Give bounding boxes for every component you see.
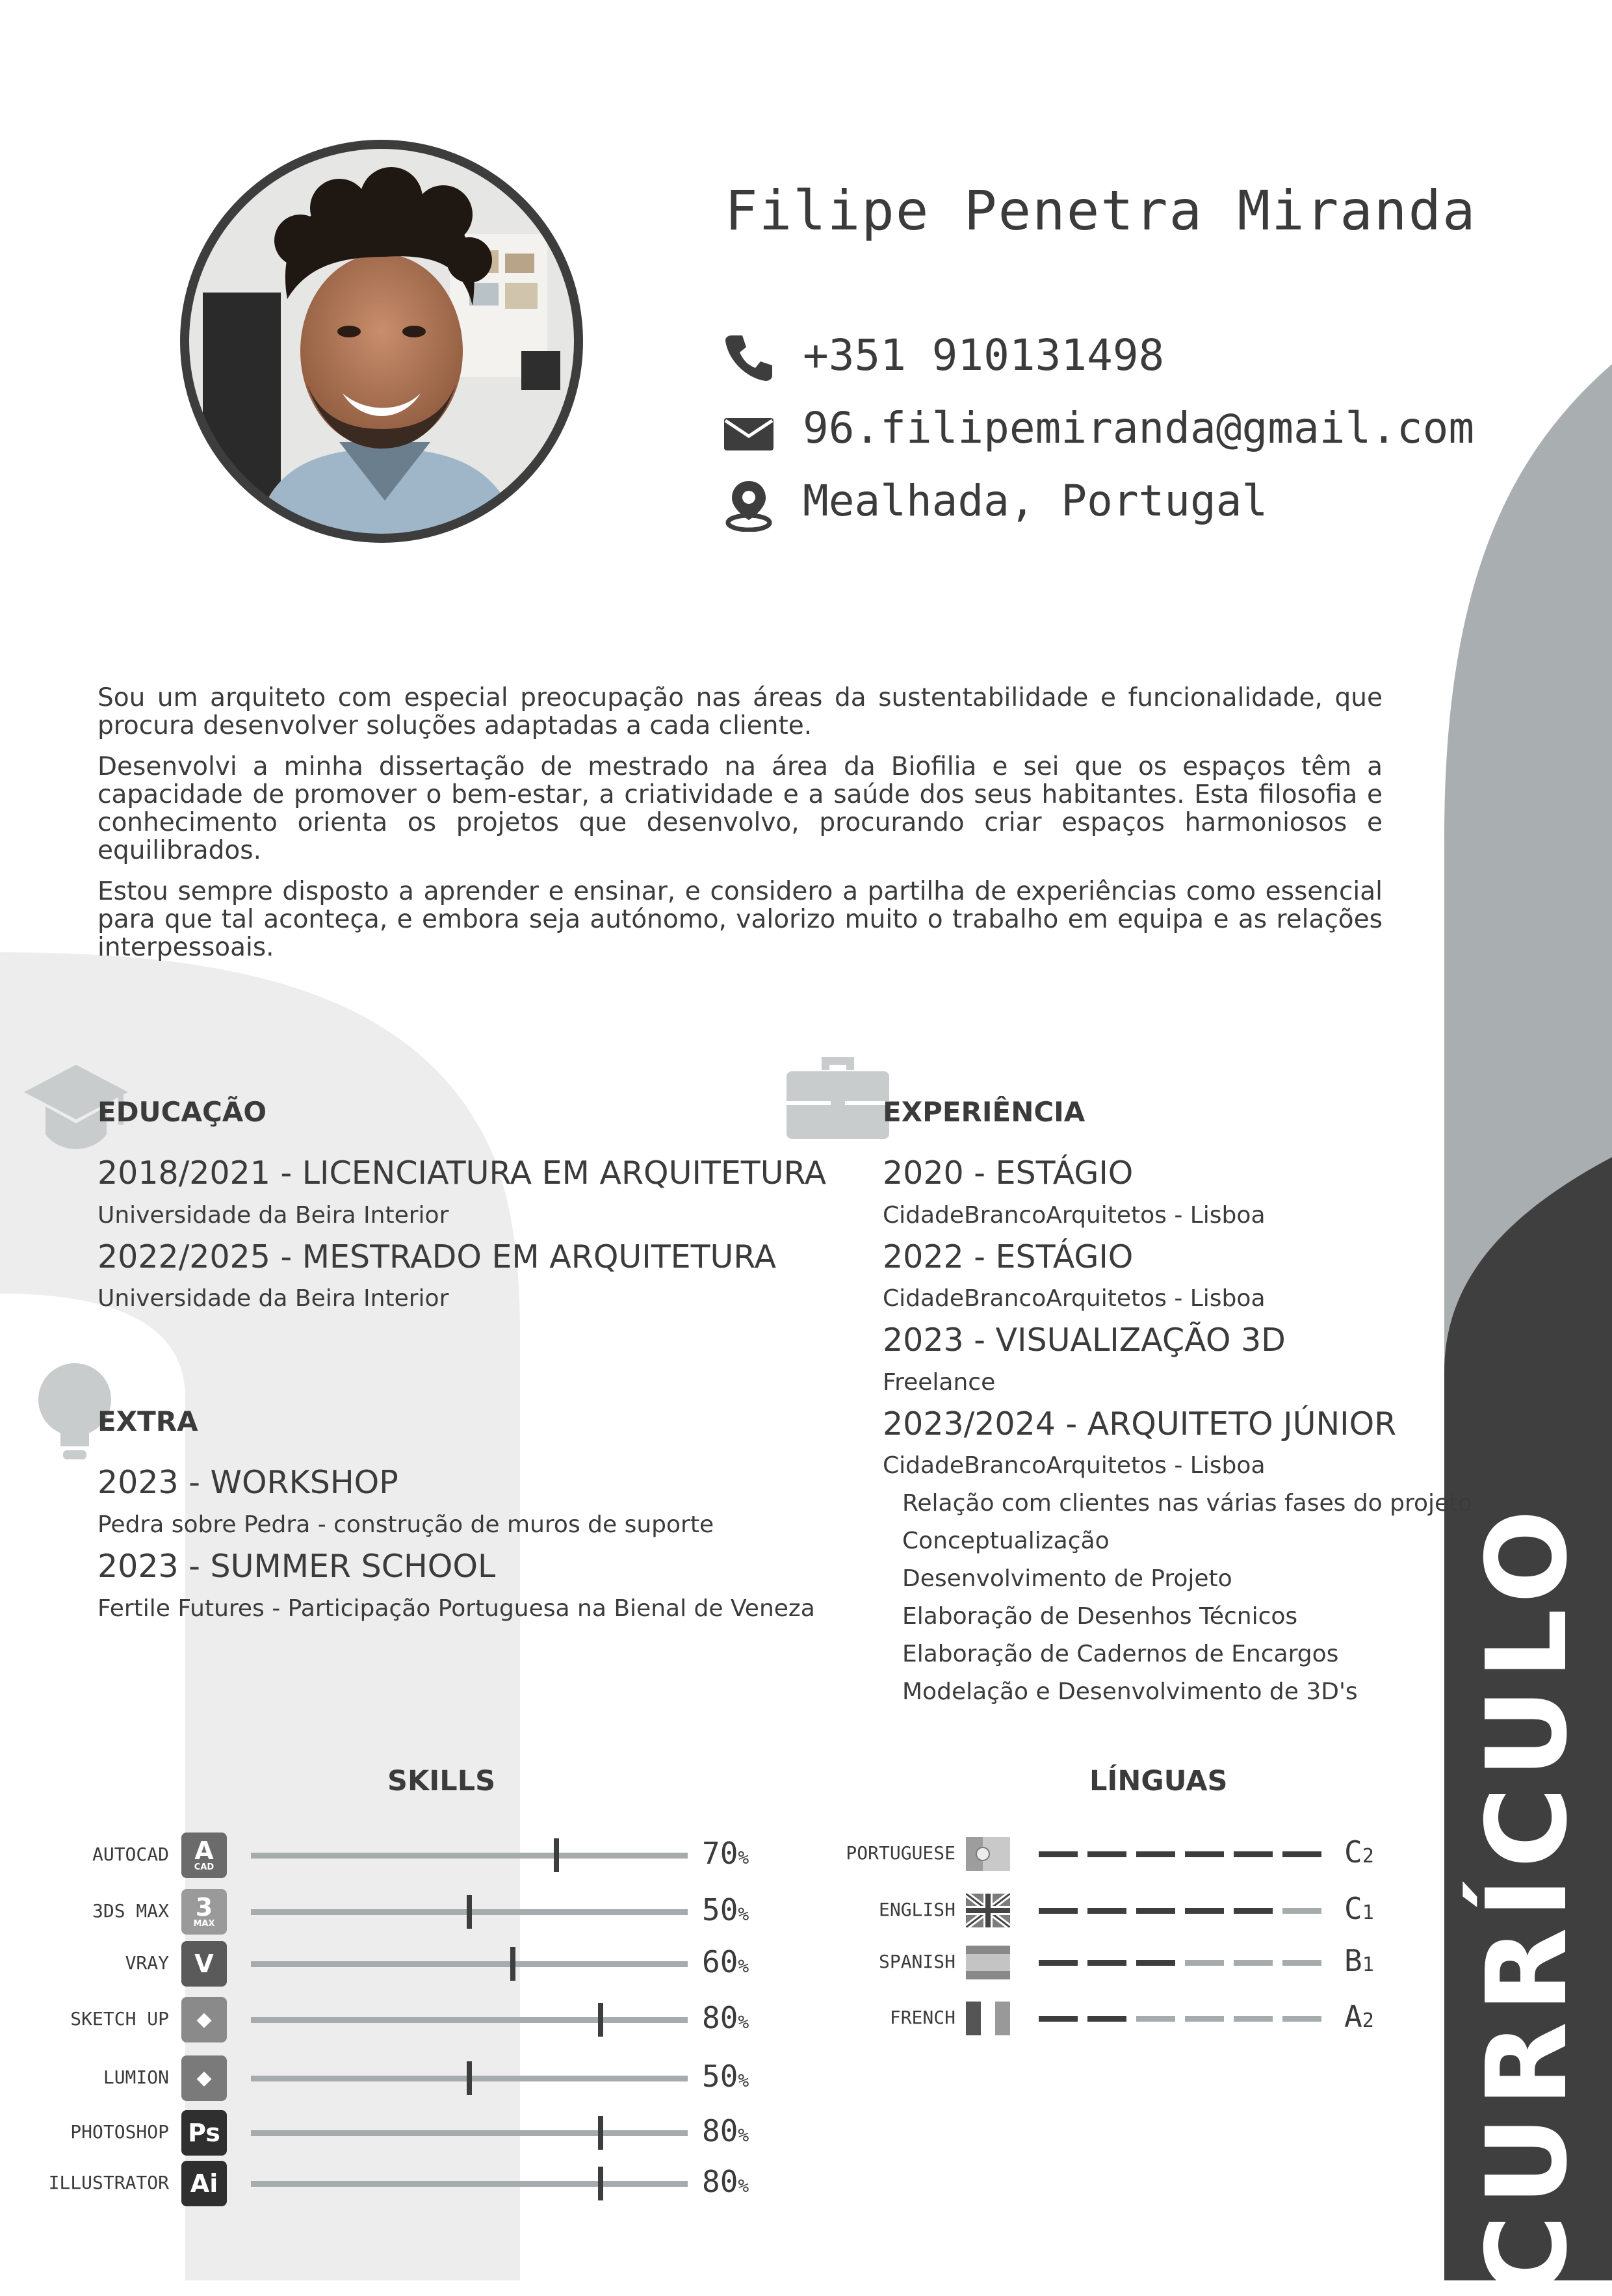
language-label: ENGLISH <box>878 1899 956 1920</box>
skill-icon <box>181 2110 227 2156</box>
percent-sign: % <box>738 2070 749 2091</box>
percent-sign: % <box>738 2011 749 2033</box>
percent-sign: % <box>738 1847 749 1868</box>
language-level-sub: 2 <box>1362 2009 1374 2032</box>
skill-label: 3DS MAX <box>92 1900 169 1922</box>
skill-icon-sub: MAX <box>193 1919 215 1929</box>
skill-marker <box>598 2116 603 2150</box>
flag-icon <box>966 1894 1010 1927</box>
flag-icon <box>966 2002 1010 2035</box>
language-level-dash <box>1185 2016 1224 2022</box>
language-level <box>1344 1999 1374 2034</box>
language-level-dash <box>1185 1851 1224 1857</box>
language-level-dash <box>1039 2016 1078 2022</box>
skill-icon-letter: A <box>194 1836 214 1865</box>
skill-label: VRAY <box>125 1952 169 1974</box>
skill-icon <box>181 1941 227 1987</box>
skill-track <box>251 2017 688 2023</box>
percent-sign: % <box>738 2175 749 2197</box>
skill-marker <box>554 1838 559 1872</box>
experience-task: Elaboração de Cadernos de Encargos <box>902 1641 1339 1667</box>
skill-marker <box>510 1947 515 1981</box>
experience-task: Elaboração de Desenhos Técnicos <box>902 1603 1298 1630</box>
skill-track <box>251 1961 688 1967</box>
language-label: PORTUGUESE <box>846 1842 956 1864</box>
bio-paragraph: Sou um arquiteto com especial preocupação nas áreas da sustentabilidade e funcionalidade, que procura desenvolver soluções adaptadas a cada cliente. <box>98 683 1383 740</box>
flag-icon <box>966 1946 1010 1979</box>
side-title: CURRÍCULO <box>1463 1500 1592 2296</box>
language-level-sub: 1 <box>1362 1953 1374 1976</box>
skills-title: SKILLS <box>387 1765 496 1797</box>
language-level <box>1344 1834 1374 1870</box>
skill-icon <box>181 1997 227 2042</box>
skill-percent-value: 80 <box>702 2113 738 2148</box>
skill-label: LUMION <box>103 2067 169 2088</box>
skill-percent <box>702 1944 749 1979</box>
experience-item-place: CidadeBrancoArquitetos - Lisboa <box>883 1285 1266 1312</box>
language-level-dash <box>1234 1851 1273 1857</box>
language-level <box>1344 1891 1374 1926</box>
language-level-letter: C <box>1344 1891 1362 1926</box>
percent-sign: % <box>738 2124 749 2146</box>
language-level-dash <box>1234 1960 1273 1966</box>
email-address: 96.filipemiranda@gmail.com <box>803 403 1475 453</box>
extra-item-place: Fertile Futures - Participação Portuguesa na Bienal de Veneza <box>98 1595 815 1622</box>
skill-icon <box>181 1889 227 1935</box>
language-level-dash <box>1282 1851 1321 1857</box>
skill-icon-letter: Ai <box>190 2169 218 2198</box>
language-level-dash <box>1039 1908 1078 1914</box>
language-level-sub: 1 <box>1362 1901 1374 1924</box>
skill-percent <box>702 1836 749 1871</box>
skill-track <box>251 1853 688 1859</box>
flag-icon <box>966 1837 1010 1871</box>
education-item-title: 2022/2025 - MESTRADO EM ARQUITETURA <box>98 1238 777 1275</box>
language-level-dash <box>1039 1960 1078 1966</box>
extra-title: EXTRA <box>98 1405 198 1437</box>
languages-title: LÍNGUAS <box>1089 1765 1228 1797</box>
skill-percent <box>702 1892 749 1927</box>
language-level-dash <box>1087 1851 1126 1857</box>
skill-percent <box>702 2000 749 2035</box>
language-level-letter: C <box>1344 1834 1362 1870</box>
language-level-dash <box>1234 1908 1273 1914</box>
education-item-place: Universidade da Beira Interior <box>98 1285 449 1312</box>
skill-icon <box>181 2055 227 2101</box>
extra-item-title: 2023 - WORKSHOP <box>98 1464 398 1501</box>
language-level-dash <box>1282 1960 1321 1966</box>
briefcase-icon <box>785 1054 890 1140</box>
skill-percent-value: 60 <box>702 1944 738 1979</box>
skill-marker <box>467 2061 472 2095</box>
full-name: Filipe Penetra Miranda <box>725 179 1477 242</box>
skill-track <box>251 2181 688 2187</box>
bio <box>98 684 1383 974</box>
skill-label: AUTOCAD <box>92 1844 169 1865</box>
education-title: EDUCAÇÃO <box>98 1096 267 1128</box>
language-level <box>1344 1943 1374 1978</box>
language-level-dash <box>1185 1908 1224 1914</box>
extra-item-title: 2023 - SUMMER SCHOOL <box>98 1548 496 1585</box>
skill-marker <box>598 2003 603 2037</box>
experience-title: EXPERIÊNCIA <box>883 1096 1086 1128</box>
skill-percent <box>702 2164 749 2199</box>
location-pin-icon <box>723 480 775 532</box>
skill-icon-letter: Ps <box>188 2119 220 2147</box>
experience-item-title: 2022 - ESTÁGIO <box>883 1238 1134 1275</box>
language-level-dash <box>1234 2016 1273 2022</box>
language-level-dash <box>1136 2016 1175 2022</box>
language-level-sub: 2 <box>1362 1845 1374 1868</box>
education-item-title: 2018/2021 - LICENCIATURA EM ARQUITETURA <box>98 1155 827 1192</box>
language-level-dash <box>1087 1960 1126 1966</box>
skill-percent-value: 80 <box>702 2000 738 2035</box>
experience-task: Conceptualização <box>902 1528 1110 1554</box>
skill-label: SKETCH UP <box>70 2008 169 2029</box>
phone-number: +351 910131498 <box>803 330 1165 380</box>
language-level-dash <box>1136 1908 1175 1914</box>
language-level-letter: A <box>1344 1999 1362 2034</box>
skill-icon <box>181 1833 227 1878</box>
experience-task: Modelação e Desenvolvimento de 3D's <box>902 1678 1358 1705</box>
experience-item-place: Freelance <box>883 1369 996 1396</box>
experience-item-title: 2023/2024 - ARQUITETO JÚNIOR <box>883 1405 1397 1442</box>
bio-paragraph: Desenvolvi a minha dissertação de mestrado na área da Biofilia e sei que os espaços têm a capacidade de promover o bem-estar, a criatividade e a saúde dos seus habitantes. Esta filosofia e conhecimento orienta os projetos que desenvolvo, procurando criar espaços harmoniosos e equilibrados. <box>98 752 1383 865</box>
language-level-dash <box>1087 1908 1126 1914</box>
extra-item-place: Pedra sobre Pedra - construção de muros de suporte <box>98 1511 714 1538</box>
skill-percent-value: 50 <box>702 1892 738 1927</box>
language-level-dash <box>1136 1960 1175 1966</box>
location: Mealhada, Portugal <box>803 476 1268 526</box>
experience-task: Desenvolvimento de Projeto <box>902 1565 1232 1592</box>
language-label: FRENCH <box>889 2007 956 2028</box>
skill-percent-value: 50 <box>702 2059 738 2094</box>
experience-item-place: CidadeBrancoArquitetos - Lisboa <box>883 1452 1266 1479</box>
skill-icon-sub: CAD <box>194 1862 214 1872</box>
phone-icon <box>723 332 775 384</box>
language-level-dash <box>1282 2016 1321 2022</box>
experience-item-title: 2020 - ESTÁGIO <box>883 1155 1134 1192</box>
language-level-letter: B <box>1344 1943 1362 1978</box>
experience-task: Relação com clientes nas várias fases do projeto <box>902 1490 1473 1517</box>
bio-paragraph: Estou sempre disposto a aprender e ensinar, e considero a partilha de experiências como essencial para que tal aconteça, e embora seja autónomo, valorizo muito o trabalho em equipa e as relações interpessoais. <box>98 877 1383 962</box>
skill-icon-glyph: ◆ <box>196 2008 212 2031</box>
skill-label: ILLUSTRATOR <box>48 2172 169 2193</box>
profile-photo <box>177 137 586 546</box>
skill-icon-letter: 3 <box>195 1893 213 1922</box>
language-label: SPANISH <box>878 1951 956 1972</box>
language-level-dash <box>1282 1908 1321 1914</box>
skill-icon <box>181 2161 227 2206</box>
skill-percent-value: 80 <box>702 2164 738 2199</box>
skill-icon-glyph: ◆ <box>196 2067 212 2089</box>
percent-sign: % <box>738 1903 749 1925</box>
skill-label: PHOTOSHOP <box>70 2121 169 2143</box>
skill-track <box>251 2130 688 2136</box>
percent-sign: % <box>738 1955 749 1977</box>
skill-percent <box>702 2059 749 2094</box>
language-level-dash <box>1136 1851 1175 1857</box>
mail-icon <box>723 406 775 458</box>
experience-item-title: 2023 - VISUALIZAÇÃO 3D <box>883 1322 1286 1359</box>
skill-marker <box>467 1895 472 1929</box>
language-level-dash <box>1185 1960 1224 1966</box>
language-level-dash <box>1039 1851 1078 1857</box>
education-item-place: Universidade da Beira Interior <box>98 1202 449 1229</box>
experience-item-place: CidadeBrancoArquitetos - Lisboa <box>883 1202 1266 1229</box>
skill-icon-letter: V <box>194 1950 214 1978</box>
skill-percent <box>702 2113 749 2148</box>
skill-marker <box>598 2167 603 2200</box>
skill-percent-value: 70 <box>702 1836 738 1871</box>
language-level-dash <box>1087 2016 1126 2022</box>
